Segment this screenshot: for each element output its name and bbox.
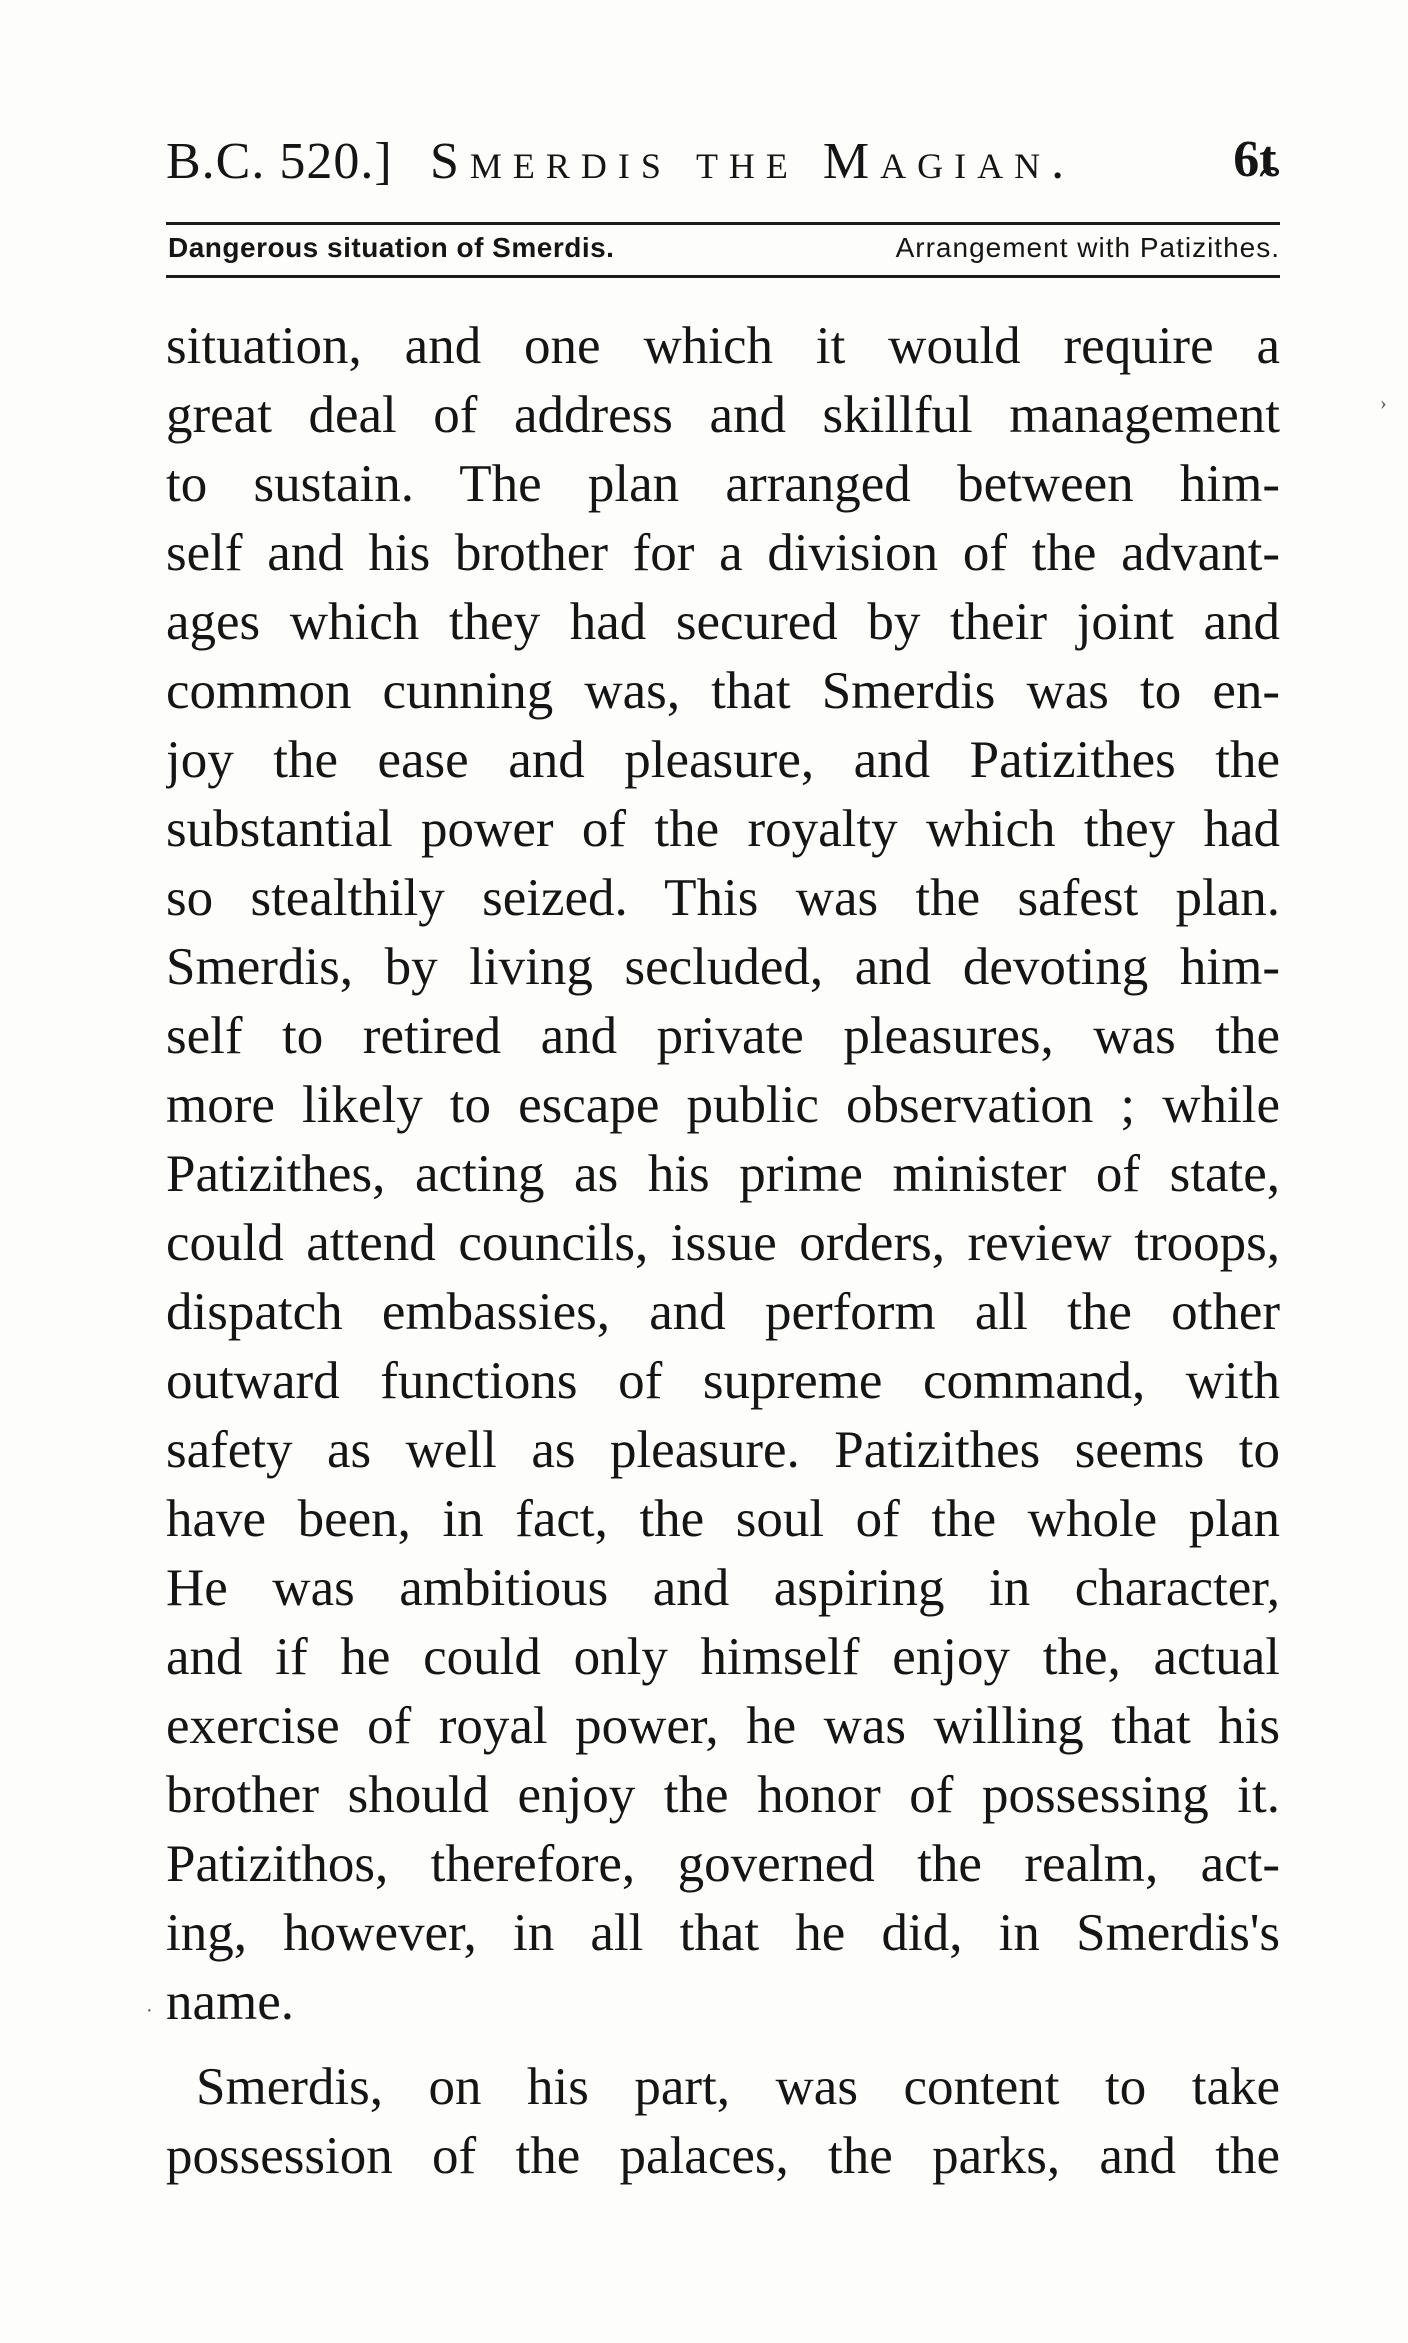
text-line: ages which they had secured by their joint and — [166, 593, 1280, 651]
text-line: safety as well as pleasure. Patizithes seems to — [166, 1421, 1280, 1479]
text-line: brother should enjoy the honor of possessing it. — [166, 1766, 1280, 1824]
text-line: could attend councils, issue orders, review troops, — [166, 1214, 1280, 1272]
text-line: Smerdis, by living secluded, and devoting him- — [166, 938, 1280, 996]
text-line: possession of the palaces, the parks, and the — [166, 2127, 1280, 2185]
paragraph-gap — [166, 2037, 1280, 2053]
text-line: exercise of royal power, he was willing that his — [166, 1697, 1280, 1755]
sidenote-left: Dangerous situation of Smerdis. — [168, 232, 615, 263]
header-title: Smerdis the Magian. — [430, 133, 1076, 190]
body-text — [166, 312, 1280, 2191]
text-line: have been, in fact, the soul of the whole plan — [166, 1490, 1280, 1548]
text-line: Smerdis, on his part, was content to take — [196, 2058, 1280, 2116]
sidenote-right: Arrangement with Patizithes. — [895, 232, 1280, 263]
text-line: self to retired and private pleasures, was the — [166, 1007, 1280, 1065]
text-line: dispatch embassies, and perform all the other — [166, 1283, 1280, 1341]
text-line: self and his brother for a division of the advant- — [166, 524, 1280, 582]
text-line: joy the ease and pleasure, and Patizithes the — [166, 731, 1280, 789]
header-rule-top — [166, 222, 1280, 225]
text-line: situation, and one which it would require a — [166, 317, 1280, 375]
header-rule-bottom — [166, 275, 1280, 278]
text-line: so stealthily seized. This was the safest plan. — [166, 869, 1280, 927]
text-line: outward functions of supreme command, with — [166, 1352, 1280, 1410]
page-number: 6ȶ — [1233, 131, 1278, 188]
text-line: Patizithes, acting as his prime minister of state, — [166, 1145, 1280, 1203]
running-head — [166, 128, 1278, 208]
text-line: common cunning was, that Smerdis was to en- — [166, 662, 1280, 720]
header-date: B.C. 520.] — [166, 133, 393, 190]
text-line: substantial power of the royalty which they had — [166, 800, 1280, 858]
text-line: great deal of address and skillful management — [166, 386, 1280, 444]
margin-mark-left: · — [146, 2000, 153, 2022]
text-line: to sustain. The plan arranged between him- — [166, 455, 1280, 513]
text-line: Patizithos, therefore, governed the realm, act- — [166, 1835, 1280, 1893]
text-line: ing, however, in all that he did, in Smerdis's — [166, 1904, 1280, 1962]
text-line: name. — [166, 1973, 295, 2031]
text-line: He was ambitious and aspiring in character, — [166, 1559, 1280, 1617]
margin-mark-right: › — [1380, 392, 1387, 414]
text-line: and if he could only himself enjoy the, actual — [166, 1628, 1280, 1686]
text-line: more likely to escape public observation ; while — [166, 1076, 1280, 1134]
paragraph-2 — [166, 2053, 1280, 2191]
paragraph-1 — [166, 312, 1280, 2037]
